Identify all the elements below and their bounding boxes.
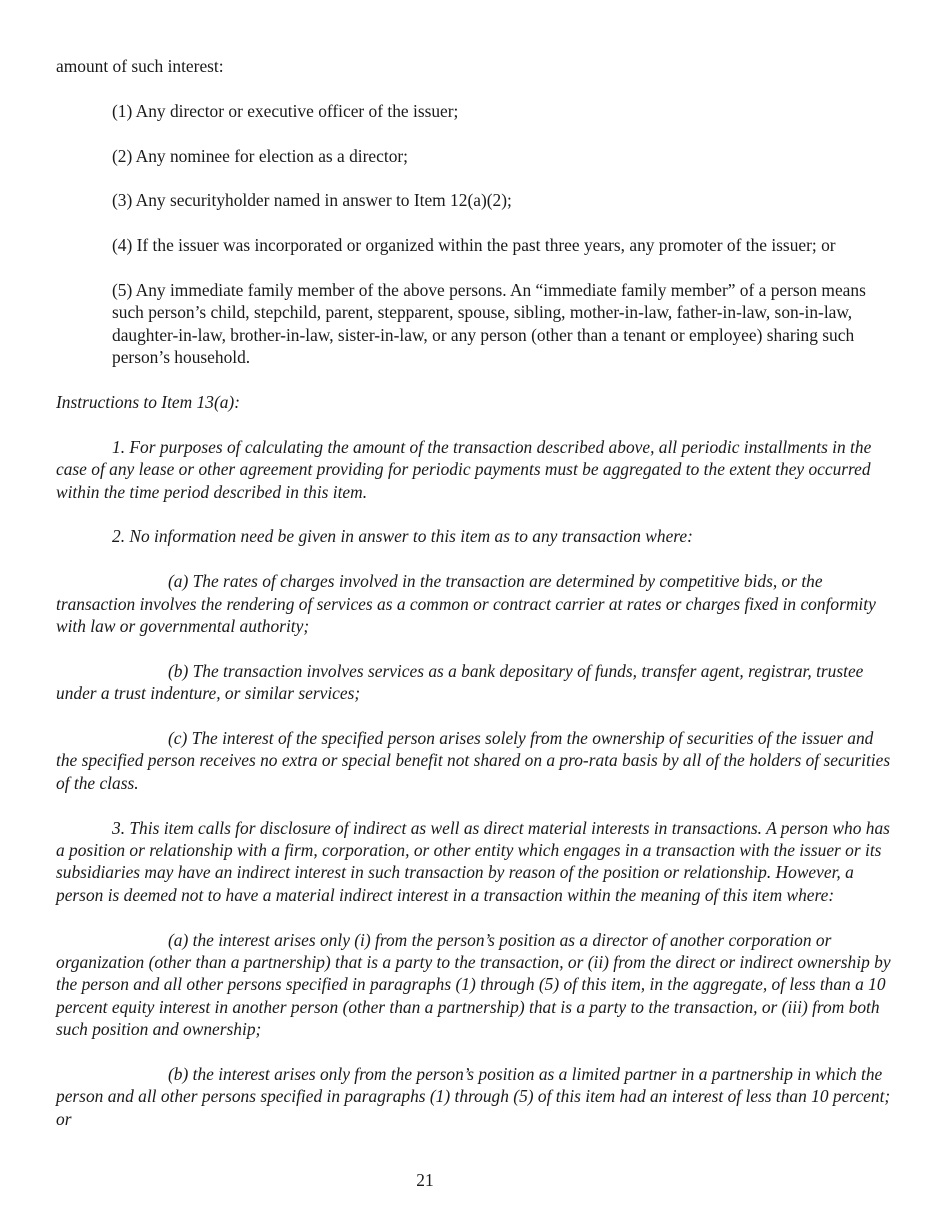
lead-line: amount of such interest:	[56, 56, 224, 76]
instruction-2-a: (a) The rates of charges involved in the transaction are determined by competitive bids, or the transaction involves the rendering of services as a common or contract carrier at rates or charges fixed in conformity with law or governmental authority;	[56, 571, 876, 637]
list-item: (3) Any securityholder named in answer to Item 12(a)(2);	[112, 190, 512, 211]
instruction-1: 1. For purposes of calculating the amount of the transaction described above, all periodic installments in the case of any lease or other agreement providing for periodic payments must be aggregated to the extent they occurred within the time period described in this item.	[56, 436, 872, 502]
page-number: 21	[416, 1170, 434, 1190]
list-item: (1) Any director or executive officer of the issuer;	[112, 100, 459, 121]
instruction-3: 3. This item calls for disclosure of indirect as well as direct material interests in transactions. A person who has a position or relationship with a firm, corporation, or other entity which engages in a transaction with the issuer or its subsidiaries may have an indirect interest in such transaction by reason of the position or relationship. However, a person is deemed not to have a material indirect interest in a transaction within the meaning of this item where:	[56, 817, 890, 905]
list-item: (4) If the issuer was incorporated or organized within the past three years, any promoter of the issuer; or	[112, 235, 836, 256]
instruction-2-b: (b) The transaction involves services as a bank depositary of funds, transfer agent, registrar, trustee under a trust indenture, or similar services;	[56, 660, 864, 704]
covered-persons-list	[56, 100, 896, 369]
list-item: (5) Any immediate family member of the above persons. An “immediate family member” of a person means such person’s child, stepchild, parent, stepparent, spouse, sibling, mother-in-law, father-in-law, son-in-law, daughter-in-law, brother-in-law, sister-in-law, or any person (other than a tenant or employee) sharing such person’s household.	[112, 279, 866, 368]
list-item: (2) Any nominee for election as a director;	[112, 145, 409, 166]
instruction-3-a: (a) the interest arises only (i) from the person’s position as a director of another corporation or organization (other than a partnership) that is a party to the transaction, or (ii) from the direct or indirect ownership by the person and all other persons specified in paragraphs (1) through (5) of this item, in the aggregate, of less than a 10 percent equity interest in another person (other than a partnership) that is a party to the transaction, or (iii) from both such position and ownership;	[56, 929, 891, 1040]
instruction-2: 2. No information need be given in answer to this item as to any transaction where:	[112, 526, 693, 547]
instruction-2-c: (c) The interest of the specified person arises solely from the ownership of securities of the issuer and the specified person receives no extra or special benefit not shared on a pro-rata basis by all of the holders of securities of the class.	[56, 728, 891, 793]
instruction-3-b: (b) the interest arises only from the person’s position as a limited partner in a partnership in which the person and all other persons specified in paragraphs (1) through (5) of this item had an interest of less than 10 percent; or	[56, 1064, 891, 1129]
document-page	[56, 55, 896, 1153]
instructions-heading: Instructions to Item 13(a):	[56, 392, 241, 412]
